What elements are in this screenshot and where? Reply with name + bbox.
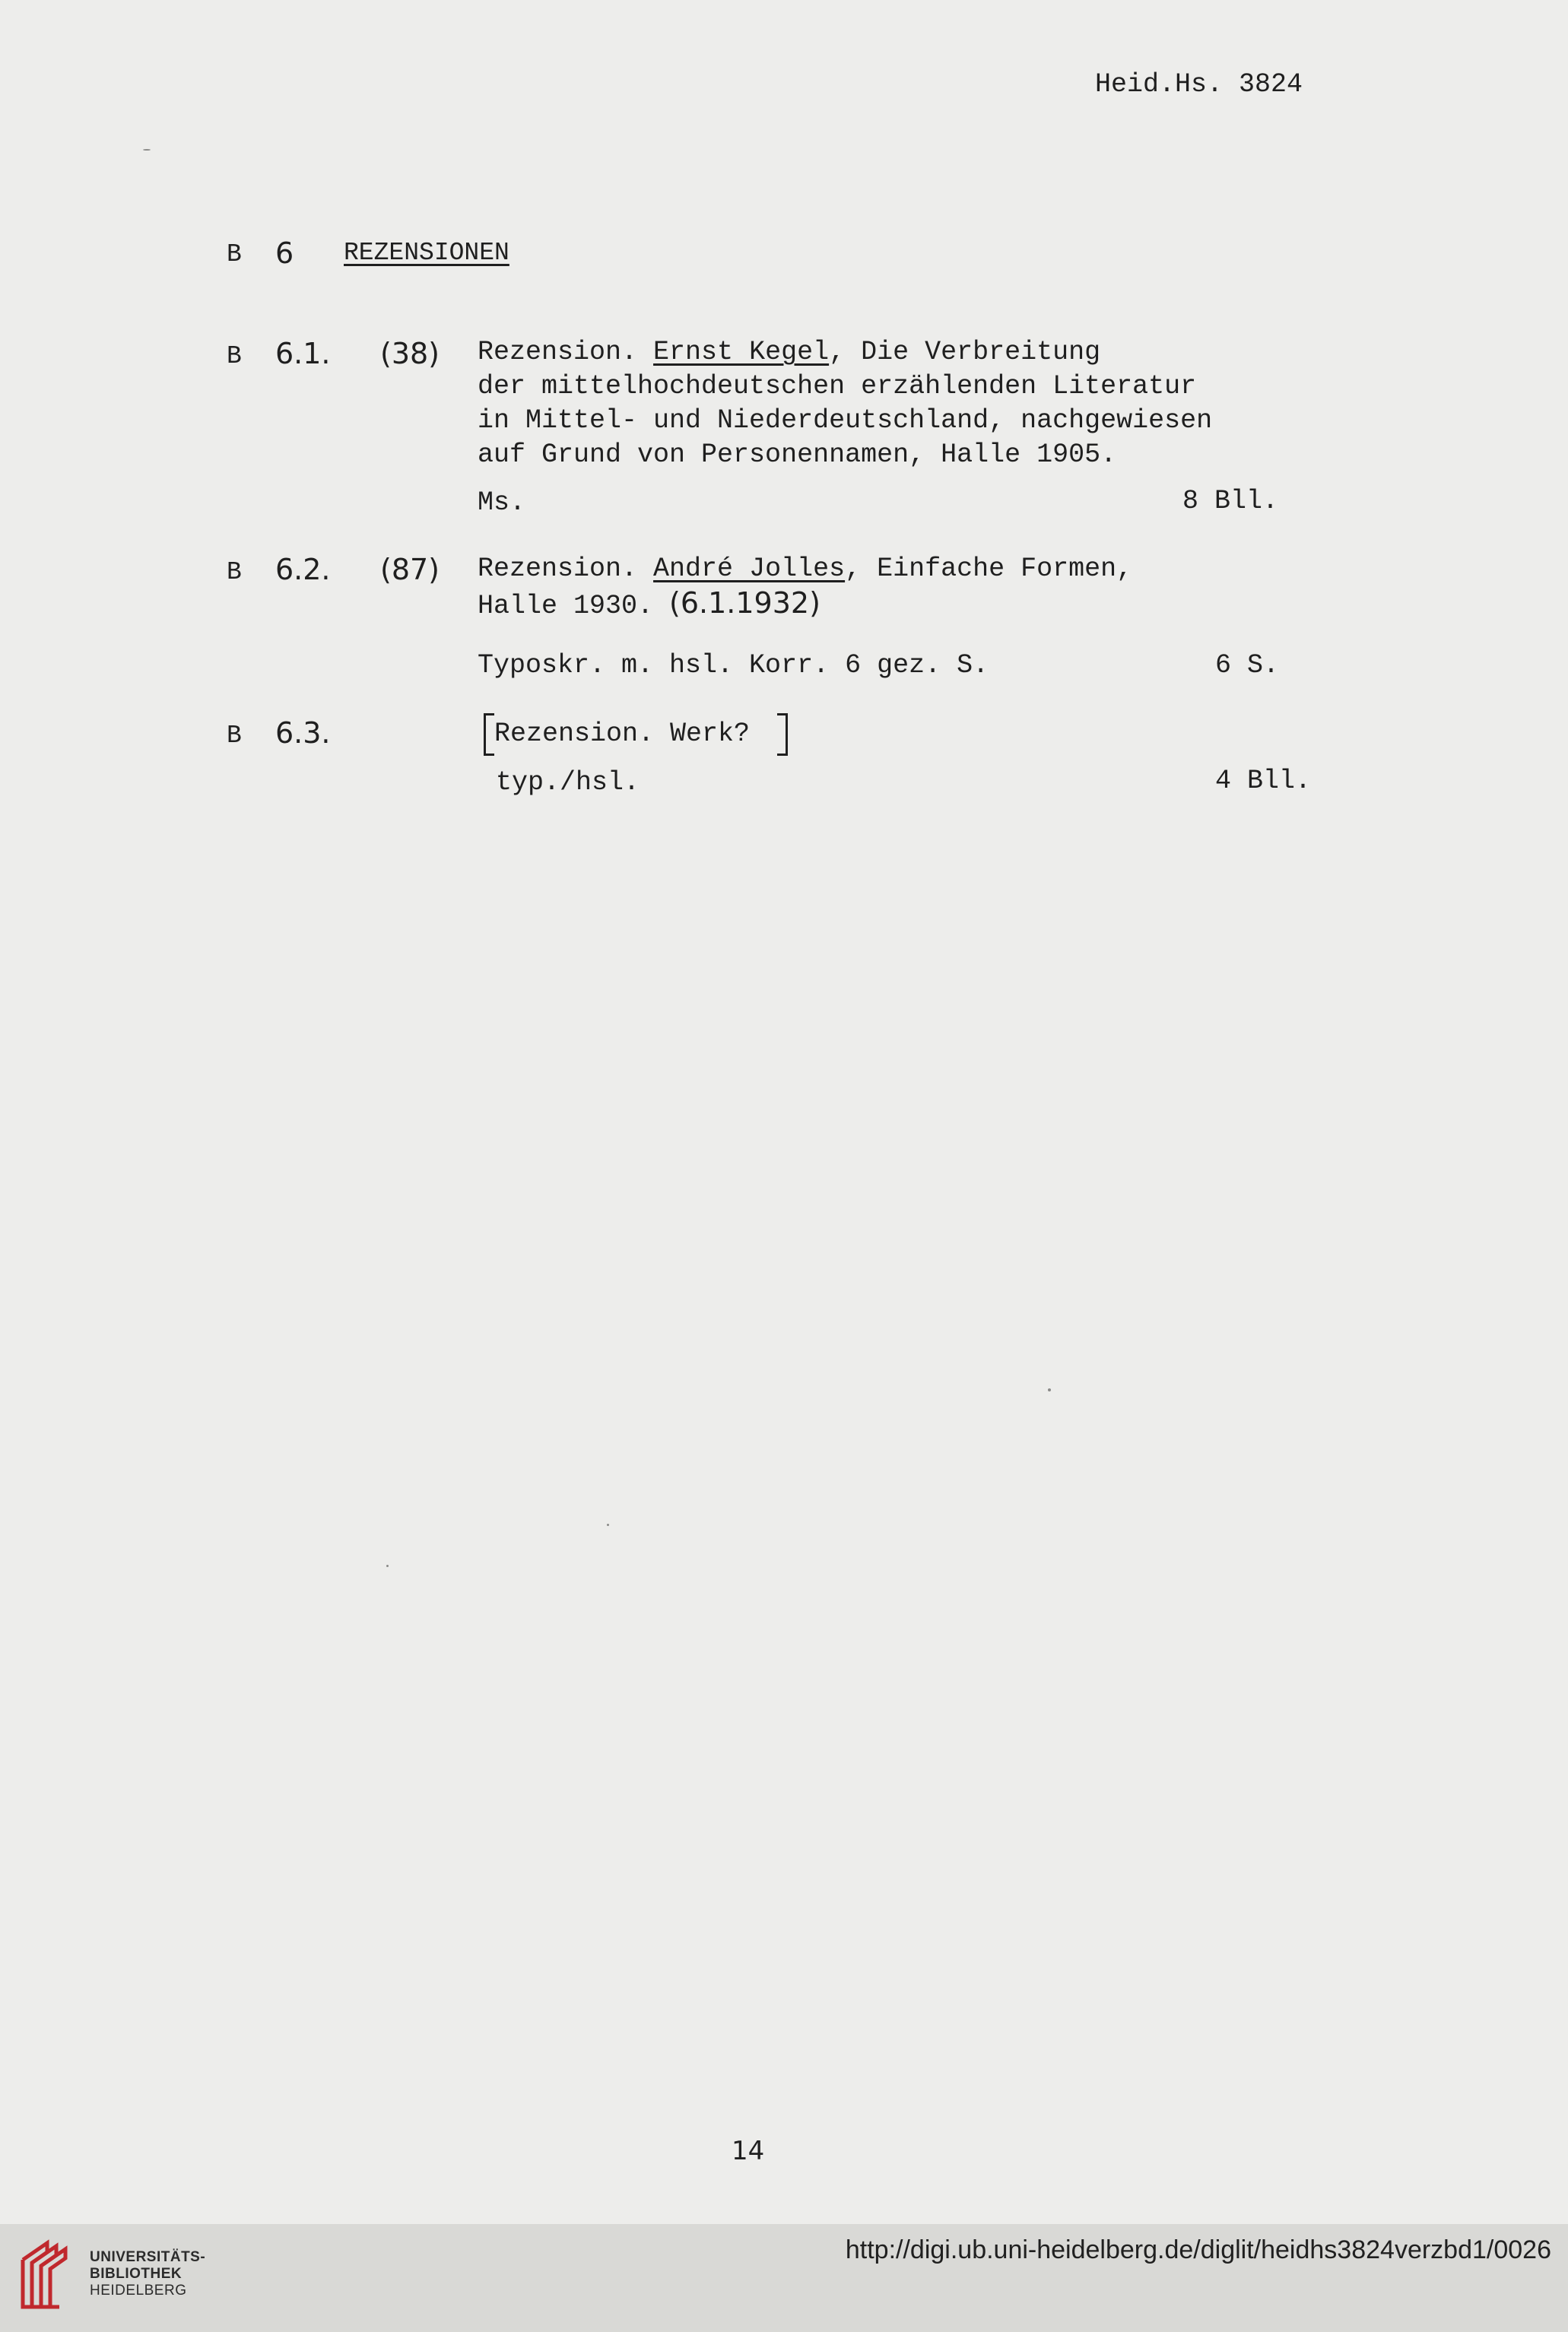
paper-speck (607, 1524, 609, 1526)
entry-title-line2: der mittelhochdeutschen erzählenden Literatur (478, 371, 1197, 401)
paper-speck (143, 149, 151, 151)
title-suffix: , Einfache Formen, (845, 554, 1133, 584)
page-number: 14 (732, 2136, 765, 2166)
section-number: 6 (275, 236, 294, 270)
section-title: REZENSIONEN (344, 239, 509, 267)
entry-ref: (38) (380, 337, 440, 370)
author-name: André Jolles (653, 554, 846, 584)
title-text: Halle 1930. (478, 591, 670, 621)
entry-letter: B (227, 342, 242, 370)
library-name-line2: BIBLIOTHEK (90, 2266, 183, 2282)
permalink-url[interactable]: http://digi.ub.uni-heidelberg.de/diglit/heidhs3824verzbd1/0026 (845, 2235, 1551, 2264)
entry-extent: 6 S. (1215, 650, 1280, 681)
library-name-line1: UNIVERSITÄTS- (90, 2249, 206, 2265)
entry-letter: B (227, 722, 242, 750)
entry-extent: 4 Bll. (1215, 766, 1312, 796)
entry-title-line4: auf Grund von Personennamen, Halle 1905. (478, 439, 1117, 470)
entry-medium: Typoskr. m. hsl. Korr. 6 gez. S. (478, 650, 989, 681)
title-suffix: , Die Verbreitung (829, 337, 1101, 367)
paper-speck (1048, 1388, 1051, 1391)
shelfmark: Heid.Hs. 3824 (1095, 69, 1303, 100)
library-name (90, 2249, 205, 2299)
entry-title: Rezension. Werk? (494, 719, 751, 749)
entry-number: 6.2. (275, 553, 331, 586)
entry-number: 6.3. (275, 716, 331, 750)
section-letter: B (227, 240, 242, 268)
paper-speck (386, 1565, 389, 1567)
entry-number: 6.1. (275, 337, 331, 370)
entry-medium: Ms. (478, 487, 526, 518)
title-prefix: Rezension. (478, 337, 654, 367)
entry-title-line3: in Mittel- und Niederdeutschland, nachgewiesen (478, 405, 1213, 436)
author-name: Ernst Kegel (653, 337, 830, 367)
handwritten-date: (6.1.1932) (669, 586, 821, 620)
entry-medium: typ./hsl. (496, 767, 640, 798)
entry-extent: 8 Bll. (1182, 486, 1279, 516)
library-name-line3: HEIDELBERG (90, 2283, 187, 2299)
entry-title-line2 (478, 585, 821, 623)
entry-letter: B (227, 558, 242, 586)
entry-title-line1 (478, 551, 1132, 586)
title-prefix: Rezension. (478, 554, 654, 584)
entry-ref: (87) (380, 553, 440, 586)
entry-title-line1 (478, 335, 1100, 370)
library-logo-icon (17, 2237, 78, 2313)
